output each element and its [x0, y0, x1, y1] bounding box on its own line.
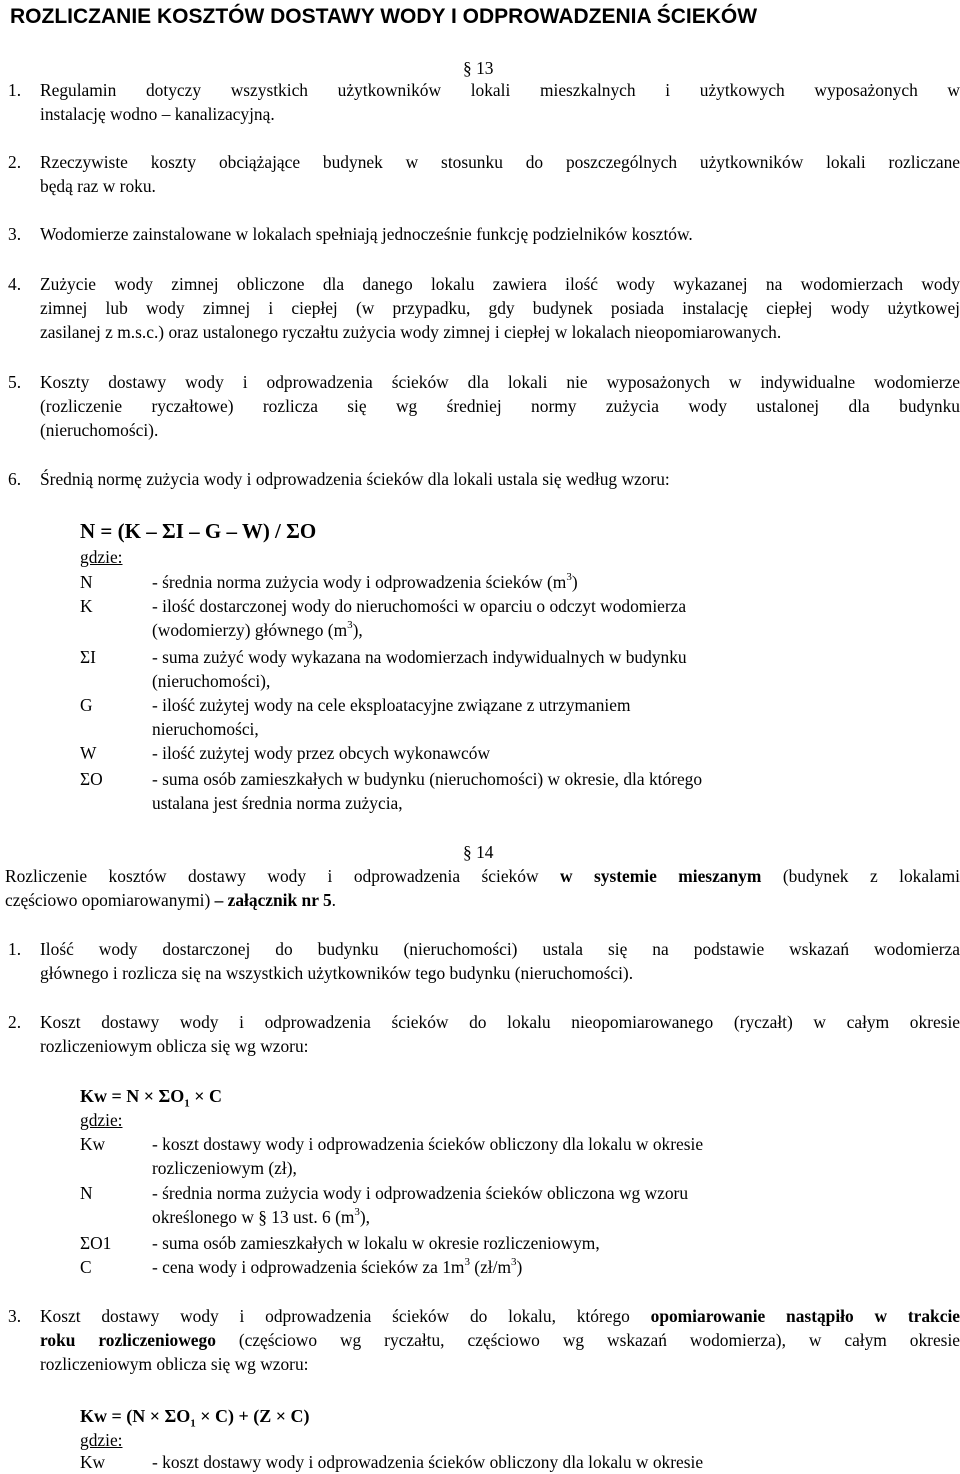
paragraph-number: 1.	[8, 80, 22, 100]
intro-bold: w systemie mieszanym	[559, 866, 762, 886]
paragraph-line: (rozliczenie ryczałtowe) rozlicza się wg średniej normy zużycia wody ustalonej dla budynku	[40, 396, 960, 416]
definition-text: - suma osób zamieszkałych w lokalu w okresie rozliczeniowym,	[152, 1233, 600, 1253]
definition-symbol: ΣO1	[80, 1233, 112, 1253]
definition-text: - koszt dostawy wody i odprowadzenia ścieków obliczony dla lokalu w okresie	[152, 1452, 704, 1472]
paragraph-line: Ilość wody dostarczonej do budynku (nieruchomości) ustala się na podstawie wskazań wodomierza	[40, 939, 960, 959]
definition-symbol: W	[80, 743, 97, 763]
definition-text-end: ),	[352, 620, 363, 640]
s14-paragraph-2	[8, 1010, 960, 1058]
paragraph-line: zasilanej z m.s.c.) oraz ustalonego ryczałtu zużycia wody zimnej i ciepłej w lokalach nieopomiarowanych.	[40, 322, 782, 342]
paragraph-line: będą raz w roku.	[40, 176, 156, 196]
definition-text: - ilość zużytej wody przez obcych wykonawców	[152, 743, 491, 763]
definition-text: (nieruchomości),	[152, 671, 271, 691]
s13-paragraph-3	[8, 222, 960, 246]
superscript: 3	[464, 1256, 470, 1269]
definition-symbol: N	[80, 572, 93, 592]
paragraph-number: 5.	[8, 372, 22, 392]
subscript: 1	[184, 1097, 190, 1110]
intro-text: .	[331, 890, 337, 910]
section-symbol: §	[463, 842, 472, 862]
definition-text: nieruchomości,	[152, 719, 259, 739]
definition-text-end: )	[516, 1257, 523, 1277]
superscript: 3	[354, 1206, 360, 1219]
definition-text-end: ),	[359, 1207, 371, 1227]
definition-symbol: ΣI	[80, 647, 96, 667]
paragraph-line: Rzeczywiste koszty obciążające budynek w stosunku do poszczególnych użytkowników lokali rozliczane	[40, 152, 960, 172]
formula-part: Kw = (N × ΣO	[80, 1406, 191, 1426]
definition-text: rozliczeniowym (zł),	[152, 1158, 297, 1178]
s13-paragraph-4	[8, 272, 960, 344]
section-symbol: §	[463, 58, 472, 78]
s14-paragraph-3	[8, 1304, 960, 1376]
paragraph-number: 2.	[8, 1012, 22, 1032]
s13-paragraph-5	[8, 370, 960, 442]
paragraph-line: Wodomierze zainstalowane w lokalach spełniają jednocześnie funkcję podzielników kosztów.	[40, 224, 693, 244]
definition-symbol: N	[80, 1183, 93, 1203]
paragraph-line: Średnią normę zużycia wody i odprowadzenia ścieków dla lokali ustala się według wzoru:	[40, 469, 670, 489]
definition-symbol: Kw	[80, 1452, 106, 1472]
s14-paragraph-1	[8, 937, 960, 985]
subscript: 1	[190, 1417, 196, 1430]
paragraph-number: 3.	[8, 1306, 22, 1326]
paragraph-line: rozliczeniowym oblicza się wg wzoru:	[40, 1354, 309, 1374]
paragraph-line: rozliczeniowym oblicza się wg wzoru:	[40, 1036, 309, 1056]
section-14-heading	[463, 840, 493, 864]
paragraph-text: Koszt dostawy wody i odprowadzenia ścieków do lokalu, którego	[40, 1306, 651, 1326]
formula-part: × C) + (Z × C)	[195, 1406, 310, 1426]
norm-formula: N = (K – ΣI – G – W) / ΣO	[80, 519, 317, 543]
paragraph-bold: opomiarowanie nastąpiło w trakcie	[650, 1306, 960, 1326]
definition-text: ustalana jest średnia norma zużycia,	[152, 793, 403, 813]
definition-text-end: )	[571, 572, 578, 592]
definition-text: - cena wody i odprowadzenia ścieków za 1m	[152, 1257, 465, 1277]
definition-text: określonego w § 13 ust. 6 (m	[152, 1207, 355, 1227]
definition-text: (wodomierzy) głównego (m	[152, 620, 348, 640]
section-number: 13	[476, 58, 494, 78]
definition-text: - ilość zużytej wody na cele eksploatacyjne związane z utrzymaniem	[152, 695, 631, 715]
partial-metering-formula	[80, 1404, 310, 1428]
intro-text: (budynek z lokalami	[761, 866, 960, 886]
where-label: gdzie:	[80, 547, 123, 567]
paragraph-line: (nieruchomości).	[40, 420, 159, 440]
attachment-reference: – załącznik nr 5	[214, 890, 332, 910]
section-number: 14	[476, 842, 494, 862]
definition-symbol: ΣO	[80, 769, 103, 789]
where-label: gdzie:	[80, 1430, 123, 1450]
superscript: 3	[511, 1256, 517, 1269]
paragraph-line: Koszty dostawy wody i odprowadzenia ścieków dla lokali nie wyposażonych w indywidualne wodomierze	[40, 372, 960, 392]
definition-text: - suma osób zamieszkałych w budynku (nieruchomości) w okresie, dla którego	[152, 769, 703, 789]
flat-rate-formula	[80, 1084, 222, 1108]
paragraph-line: Regulamin dotyczy wszystkich użytkowników lokali mieszkalnych i użytkowych wyposażonych w	[40, 80, 960, 100]
definition-symbol: G	[80, 695, 93, 715]
paragraph-number: 6.	[8, 469, 22, 489]
definition-text: - koszt dostawy wody i odprowadzenia ścieków obliczony dla lokalu w okresie	[152, 1134, 704, 1154]
paragraph-line: instalację wodno – kanalizacyjną.	[40, 104, 275, 124]
definition-text: - suma zużyć wody wykazana na wodomierzach indywidualnych w budynku	[152, 647, 687, 667]
s13-paragraph-1	[8, 78, 960, 126]
definition-symbol: Kw	[80, 1134, 106, 1154]
definition-text: - średnia norma zużycia wody i odprowadzenia ścieków (m	[152, 572, 567, 592]
paragraph-line: Zużycie wody zimnej obliczone dla danego lokalu zawiera ilość wody wykazanej na wodomierzach wody	[40, 274, 960, 294]
formula-part: Kw = N × ΣO	[80, 1086, 185, 1106]
section-13-heading	[463, 56, 493, 80]
definition-text: - ilość dostarczonej wody do nieruchomości w oparciu o odczyt wodomierza	[152, 596, 687, 616]
where-label: gdzie:	[80, 1110, 123, 1130]
paragraph-number: 4.	[8, 274, 22, 294]
superscript: 3	[347, 619, 353, 632]
intro-text: Rozliczenie kosztów dostawy wody i odprowadzenia ścieków	[5, 866, 560, 886]
paragraph-number: 2.	[8, 152, 22, 172]
paragraph-bold: roku rozliczeniowego	[40, 1330, 216, 1350]
intro-text: częściowo opomiarowanymi)	[5, 890, 215, 910]
paragraph-text: (częściowo wg ryczałtu, częściowo wg wskazań wodomierza), w całym okresie	[215, 1330, 960, 1350]
paragraph-number: 1.	[8, 939, 22, 959]
superscript: 3	[566, 571, 572, 584]
paragraph-line: Koszt dostawy wody i odprowadzenia ścieków do lokalu nieopomiarowanego (ryczałt) w całym okresie	[40, 1012, 960, 1032]
definition-text: - średnia norma zużycia wody i odprowadzenia ścieków obliczona wg wzoru	[152, 1183, 689, 1203]
paragraph-line: głównego i rozlicza się na wszystkich użytkowników tego budynku (nieruchomości).	[40, 963, 634, 983]
paragraph-number: 3.	[8, 224, 22, 244]
s14-intro	[5, 864, 960, 912]
s13-paragraph-2	[8, 150, 960, 198]
paragraph-line: zimnej lub wody zimnej i ciepłej (w przypadku, gdy budynek posiada instalację ciepłej wody użytkowej	[40, 298, 960, 318]
page-title: ROZLICZANIE KOSZTÓW DOSTAWY WODY I ODPROWADZENIA ŚCIEKÓW	[10, 5, 758, 28]
definition-text: (zł/m	[469, 1257, 511, 1277]
definition-symbol: C	[80, 1257, 92, 1277]
formula-part: × C	[189, 1086, 223, 1106]
s13-paragraph-6	[8, 467, 960, 491]
definition-symbol: K	[80, 596, 93, 616]
